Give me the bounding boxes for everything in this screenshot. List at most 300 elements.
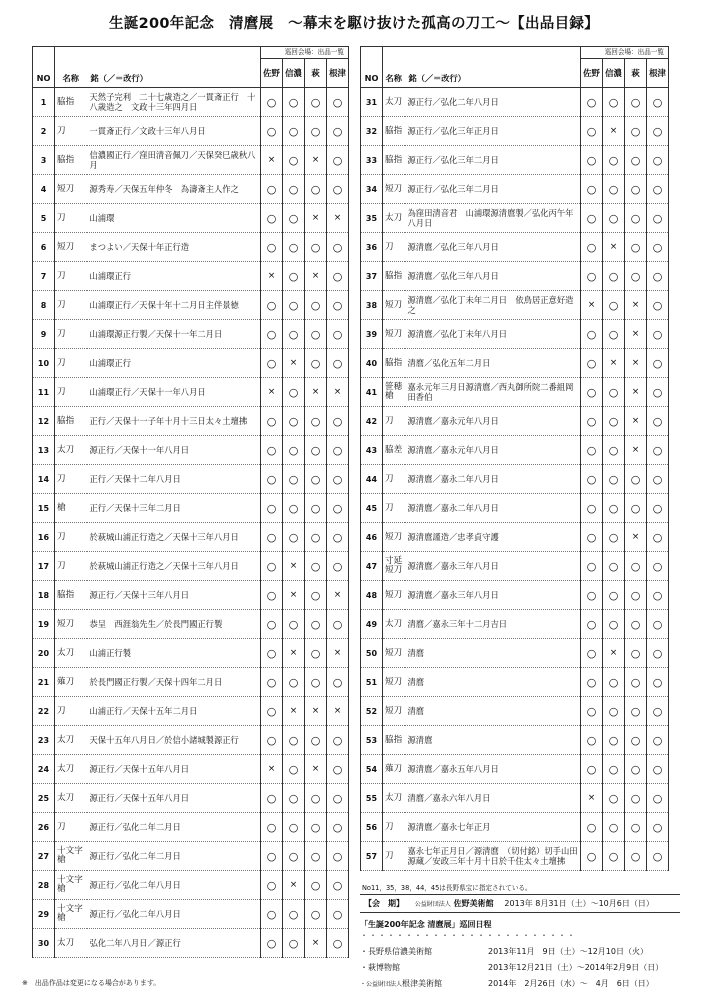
item-number: 54: [361, 755, 383, 784]
item-type: 脇指: [383, 262, 405, 291]
venue-mark-shinano: ○: [603, 784, 625, 813]
venue-mark-shinano: ○: [283, 291, 305, 320]
venue-mark-sano: ○: [261, 697, 283, 726]
item-type: 太刀: [383, 88, 405, 117]
venue-mark-hagi: ○: [625, 813, 647, 842]
item-number: 13: [33, 436, 55, 465]
venue-mark-sano: ○: [581, 465, 603, 494]
item-type: 太刀: [55, 436, 87, 465]
schedule-dates: 2013年11月 9日（土）～12月10日（火）: [488, 947, 648, 956]
item-number: 32: [361, 117, 383, 146]
item-type: 刀: [55, 117, 87, 146]
venue-mark-nezu: ○: [647, 552, 669, 581]
item-number: 50: [361, 639, 383, 668]
venue-mark-shinano: ○: [283, 842, 305, 871]
item-inscription: 源正行／天保十五年八月日: [87, 755, 261, 784]
venue-mark-sano: ○: [581, 436, 603, 465]
item-type: 刀: [383, 407, 405, 436]
item-type: 短刀: [383, 320, 405, 349]
item-number: 49: [361, 610, 383, 639]
venue-mark-sano: ○: [261, 494, 283, 523]
item-type: 太刀: [383, 610, 405, 639]
venue-mark-shinano: ○: [603, 204, 625, 233]
item-number: 19: [33, 610, 55, 639]
item-number: 33: [361, 146, 383, 175]
venue-mark-hagi: ○: [305, 117, 327, 146]
venue-mark-nezu: ○: [327, 291, 349, 320]
venue-mark-shinano: ○: [283, 204, 305, 233]
table-row: [33, 465, 349, 494]
venue-mark-sano: ×: [261, 378, 283, 407]
schedule-venue-name: 根津美術館: [402, 979, 443, 988]
venue-mark-sano: ○: [261, 610, 283, 639]
table-row: [33, 407, 349, 436]
venue-mark-sano: ○: [581, 494, 603, 523]
table-row: [33, 320, 349, 349]
table-row: [33, 581, 349, 610]
item-inscription: 源清麿／嘉永三年八月日: [405, 552, 581, 581]
header-venue-hagi: 萩: [625, 59, 647, 88]
item-number: 43: [361, 436, 383, 465]
venue-mark-nezu: ×: [327, 581, 349, 610]
venue-mark-nezu: ○: [327, 233, 349, 262]
item-inscription: 源正行／天保十三年八月日: [87, 581, 261, 610]
venue-mark-nezu: ○: [647, 204, 669, 233]
venue-mark-nezu: ○: [327, 842, 349, 871]
venue-mark-sano: ○: [581, 726, 603, 755]
item-number: 48: [361, 581, 383, 610]
table-row: [33, 378, 349, 407]
venue-mark-hagi: ○: [625, 233, 647, 262]
item-inscription: 源正行／弘化三年二月日: [405, 146, 581, 175]
venue-mark-nezu: ○: [647, 523, 669, 552]
item-inscription: 源正行／弘化二年八月日: [87, 900, 261, 929]
exhibition-info: [360, 894, 680, 989]
venue-mark-hagi: ×: [305, 146, 327, 175]
item-inscription: 源清麿／嘉永元年八月日: [405, 436, 581, 465]
venue-mark-hagi: ○: [305, 88, 327, 117]
item-type: 刀: [55, 320, 87, 349]
venue-mark-sano: ○: [581, 378, 603, 407]
item-inscription: 清麿: [405, 639, 581, 668]
venue-mark-shinano: ×: [283, 639, 305, 668]
venue-mark-nezu: ×: [327, 639, 349, 668]
table-row: [361, 726, 669, 755]
item-type: 短刀: [383, 581, 405, 610]
header-caption: 巡回会場：出品一覧: [261, 47, 349, 59]
item-number: 2: [33, 117, 55, 146]
venue-mark-nezu: ×: [327, 204, 349, 233]
venue-mark-hagi: ○: [625, 465, 647, 494]
venue-mark-shinano: ○: [603, 755, 625, 784]
venue-mark-shinano: ○: [283, 262, 305, 291]
venue-mark-nezu: ○: [647, 813, 669, 842]
venue-mark-nezu: ○: [647, 88, 669, 117]
item-inscription: 源正行／弘化三年正月日: [405, 117, 581, 146]
table-row: [361, 88, 669, 117]
venue-mark-nezu: ○: [327, 755, 349, 784]
table-row: [361, 146, 669, 175]
venue-mark-hagi: ○: [625, 784, 647, 813]
venue-mark-shinano: ○: [603, 436, 625, 465]
venue-mark-shinano: ○: [283, 175, 305, 204]
schedule-row: [360, 962, 680, 973]
header-venue-shinano: 信濃: [283, 59, 305, 88]
item-inscription: 天然子完利 二十七歳造之／一貫斎正行 十八歳造之 文政十三年四月日: [87, 88, 261, 117]
venue-mark-hagi: ○: [625, 88, 647, 117]
item-inscription: 源秀寿／天保五年仲冬 為濤斎主人作之: [87, 175, 261, 204]
table-row: [33, 175, 349, 204]
venue-mark-hagi: ○: [625, 204, 647, 233]
venue-mark-sano: ○: [581, 581, 603, 610]
item-type: 脇指: [383, 349, 405, 378]
venue-mark-nezu: ○: [647, 349, 669, 378]
venue-mark-shinano: ×: [283, 871, 305, 900]
item-type: 脇指: [55, 581, 87, 610]
item-inscription: 嘉永七年正月日／源清麿 （切付銘）切手山田源蔵／安政三年十月十日於千住太々土壇拂: [405, 842, 581, 871]
item-number: 21: [33, 668, 55, 697]
venue-mark-nezu: ○: [647, 726, 669, 755]
schedule-venue: [360, 978, 488, 989]
item-type: 刀: [383, 494, 405, 523]
item-type: 太刀: [55, 929, 87, 958]
item-type: 脇指: [383, 146, 405, 175]
item-inscription: 源清麿／嘉永三年八月日: [405, 581, 581, 610]
venue-mark-hagi: ×: [305, 204, 327, 233]
item-inscription: 源清麿／嘉永二年八月日: [405, 494, 581, 523]
venue-mark-sano: ○: [261, 871, 283, 900]
venue-mark-hagi: ○: [305, 494, 327, 523]
venue-mark-sano: ○: [261, 407, 283, 436]
item-type: 太刀: [55, 639, 87, 668]
venue-mark-nezu: ○: [647, 407, 669, 436]
venue-mark-sano: ○: [581, 117, 603, 146]
table-row: [361, 436, 669, 465]
period-venue: 佐野美術館: [453, 899, 494, 908]
item-inscription: 正行／天保十二年八月日: [87, 465, 261, 494]
table-row: [33, 436, 349, 465]
venue-mark-sano: ○: [581, 262, 603, 291]
item-number: 18: [33, 581, 55, 610]
item-inscription: 清麿: [405, 668, 581, 697]
item-inscription: 源正行／弘化二年八月日: [87, 871, 261, 900]
venue-mark-shinano: ○: [283, 755, 305, 784]
item-number: 25: [33, 784, 55, 813]
item-type: 刀: [383, 233, 405, 262]
venue-mark-hagi: ×: [305, 262, 327, 291]
table-row: [33, 349, 349, 378]
item-number: 29: [33, 900, 55, 929]
item-inscription: 正行／天保十三年二月日: [87, 494, 261, 523]
venue-mark-shinano: ○: [283, 88, 305, 117]
venue-mark-sano: ○: [261, 88, 283, 117]
venue-mark-hagi: ×: [625, 378, 647, 407]
item-number: 24: [33, 755, 55, 784]
venue-mark-nezu: ○: [327, 784, 349, 813]
item-inscription: 源清麿／嘉永五年八月日: [405, 755, 581, 784]
venue-mark-nezu: ○: [327, 436, 349, 465]
venue-mark-nezu: ○: [647, 639, 669, 668]
item-number: 23: [33, 726, 55, 755]
catalog-table-left: [32, 46, 349, 958]
venue-mark-sano: ○: [261, 784, 283, 813]
header-no: NO: [33, 47, 55, 88]
venue-mark-hagi: ○: [305, 668, 327, 697]
item-number: 57: [361, 842, 383, 871]
item-number: 20: [33, 639, 55, 668]
table-row: [33, 639, 349, 668]
venue-mark-nezu: ○: [647, 610, 669, 639]
venue-mark-nezu: ○: [327, 320, 349, 349]
venue-mark-shinano: ○: [603, 697, 625, 726]
item-number: 8: [33, 291, 55, 320]
venue-mark-hagi: ×: [305, 929, 327, 958]
venue-mark-shinano: ○: [283, 378, 305, 407]
venue-mark-hagi: ○: [625, 639, 647, 668]
schedule-venue-name: ・長野県信濃美術館: [360, 947, 432, 956]
table-row: [33, 233, 349, 262]
item-number: 22: [33, 697, 55, 726]
item-number: 51: [361, 668, 383, 697]
venue-mark-hagi: ○: [305, 465, 327, 494]
venue-mark-sano: ×: [261, 146, 283, 175]
item-number: 42: [361, 407, 383, 436]
item-inscription: 源清麿／弘化丁未年八月日: [405, 320, 581, 349]
venue-mark-shinano: ○: [283, 146, 305, 175]
table-row: [361, 349, 669, 378]
change-note: ※ 出品作品は変更になる場合があります。: [22, 979, 161, 987]
item-number: 45: [361, 494, 383, 523]
item-type: 十文字槍: [55, 871, 87, 900]
venue-mark-sano: ○: [261, 668, 283, 697]
venue-mark-nezu: ○: [647, 117, 669, 146]
item-inscription: 清麿: [405, 697, 581, 726]
item-type: 槍: [55, 494, 87, 523]
item-number: 52: [361, 697, 383, 726]
table-row: [361, 233, 669, 262]
venue-mark-sano: ○: [581, 668, 603, 697]
venue-mark-shinano: ○: [603, 581, 625, 610]
venue-mark-nezu: ○: [647, 465, 669, 494]
venue-mark-nezu: ○: [327, 175, 349, 204]
item-type: 短刀: [383, 668, 405, 697]
venue-mark-shinano: ○: [603, 726, 625, 755]
item-type: 十文字槍: [55, 842, 87, 871]
schedule-title: [360, 919, 680, 941]
item-type: 短刀: [383, 523, 405, 552]
item-inscription: 山浦正行／天保十五年二月日: [87, 697, 261, 726]
header-venue-hagi: 萩: [305, 59, 327, 88]
venue-mark-shinano: ○: [603, 320, 625, 349]
table-row: [361, 784, 669, 813]
item-inscription: 天保十五年八月日／於信小諸城製源正行: [87, 726, 261, 755]
venue-mark-shinano: ○: [603, 813, 625, 842]
item-number: 56: [361, 813, 383, 842]
venue-mark-shinano: ○: [603, 552, 625, 581]
item-number: 3: [33, 146, 55, 175]
item-type: 薙刀: [383, 755, 405, 784]
item-type: 脇指: [383, 726, 405, 755]
venue-mark-nezu: ○: [327, 813, 349, 842]
item-type: 刀: [55, 523, 87, 552]
venue-mark-sano: ○: [581, 813, 603, 842]
table-row: [33, 813, 349, 842]
venue-mark-nezu: ○: [327, 668, 349, 697]
venue-mark-sano: ○: [581, 697, 603, 726]
item-type: 刀: [55, 378, 87, 407]
item-number: 10: [33, 349, 55, 378]
venue-mark-sano: ○: [581, 320, 603, 349]
item-inscription: 為窪田清音君 山浦環源清麿製／弘化丙午年八月日: [405, 204, 581, 233]
table-row: [361, 407, 669, 436]
venue-mark-nezu: ○: [327, 88, 349, 117]
venue-mark-nezu: ○: [327, 146, 349, 175]
item-number: 30: [33, 929, 55, 958]
item-number: 27: [33, 842, 55, 871]
item-inscription: 山浦環源正行製／天保十一年二月日: [87, 320, 261, 349]
venue-mark-hagi: ○: [305, 320, 327, 349]
venue-mark-shinano: ○: [603, 610, 625, 639]
table-row: [361, 523, 669, 552]
item-inscription: 山浦環正行: [87, 262, 261, 291]
table-row: [361, 668, 669, 697]
venue-mark-nezu: ○: [327, 262, 349, 291]
item-type: 刀: [383, 842, 405, 871]
venue-mark-nezu: ○: [647, 291, 669, 320]
venue-mark-hagi: ○: [305, 871, 327, 900]
header-name: 銘（／＝改行）: [405, 47, 581, 88]
venue-mark-sano: ○: [581, 639, 603, 668]
venue-mark-shinano: ○: [603, 668, 625, 697]
venue-mark-shinano: ×: [283, 552, 305, 581]
period-label: 【会 期】: [364, 899, 404, 908]
item-type: 刀: [55, 291, 87, 320]
venue-mark-sano: ○: [581, 610, 603, 639]
table-row: [33, 494, 349, 523]
venue-mark-shinano: ○: [283, 784, 305, 813]
venue-mark-hagi: ×: [625, 523, 647, 552]
venue-mark-hagi: ×: [625, 407, 647, 436]
venue-mark-hagi: ○: [625, 146, 647, 175]
venue-mark-shinano: ×: [283, 581, 305, 610]
venue-mark-sano: ×: [581, 291, 603, 320]
table-row: [33, 552, 349, 581]
table-row: [361, 175, 669, 204]
item-inscription: 清麿／弘化五年二月日: [405, 349, 581, 378]
venue-mark-shinano: ○: [283, 813, 305, 842]
venue-mark-hagi: ○: [305, 552, 327, 581]
venue-mark-hagi: ○: [305, 813, 327, 842]
venue-mark-sano: ○: [261, 117, 283, 146]
venue-mark-nezu: ○: [327, 349, 349, 378]
item-type: 短刀: [55, 233, 87, 262]
item-type: 薙刀: [55, 668, 87, 697]
header-type: 名称: [55, 47, 87, 88]
venue-mark-nezu: ○: [647, 755, 669, 784]
schedule-venue: [360, 946, 488, 957]
venue-mark-shinano: ○: [603, 494, 625, 523]
venue-mark-shinano: ○: [283, 929, 305, 958]
venue-mark-shinano: ○: [283, 610, 305, 639]
table-row: [361, 465, 669, 494]
item-type: 刀: [55, 349, 87, 378]
item-number: 41: [361, 378, 383, 407]
table-row: [33, 610, 349, 639]
venue-mark-nezu: ○: [327, 900, 349, 929]
table-row: [33, 784, 349, 813]
table-row: [361, 117, 669, 146]
item-type: 寸延短刀: [383, 552, 405, 581]
item-type: 短刀: [383, 697, 405, 726]
table-row: [361, 842, 669, 871]
venue-mark-hagi: ○: [625, 842, 647, 871]
table-row: [33, 668, 349, 697]
venue-mark-nezu: ○: [647, 233, 669, 262]
venue-mark-hagi: ○: [625, 726, 647, 755]
venue-mark-sano: ○: [581, 407, 603, 436]
item-inscription: 於萩城山浦正行造之／天保十三年八月日: [87, 552, 261, 581]
item-number: 44: [361, 465, 383, 494]
venue-mark-sano: ○: [581, 552, 603, 581]
item-type: 短刀: [55, 175, 87, 204]
item-number: 6: [33, 233, 55, 262]
venue-mark-sano: ○: [261, 900, 283, 929]
venue-mark-shinano: ○: [283, 465, 305, 494]
period-box: [360, 894, 680, 913]
venue-mark-nezu: ○: [327, 610, 349, 639]
venue-mark-hagi: ×: [305, 378, 327, 407]
item-type: 短刀: [383, 639, 405, 668]
table-row: [361, 639, 669, 668]
venue-mark-shinano: ○: [603, 262, 625, 291]
table-row: [33, 697, 349, 726]
table-row: [33, 842, 349, 871]
venue-mark-hagi: ×: [305, 755, 327, 784]
venue-mark-nezu: ○: [327, 929, 349, 958]
venue-mark-hagi: ○: [305, 233, 327, 262]
table-row: [361, 813, 669, 842]
item-inscription: 源清麿／嘉永七年正月: [405, 813, 581, 842]
item-number: 53: [361, 726, 383, 755]
item-type: 短刀: [383, 291, 405, 320]
venue-mark-nezu: ○: [647, 320, 669, 349]
venue-mark-sano: ○: [261, 204, 283, 233]
venue-mark-sano: ○: [581, 523, 603, 552]
venue-mark-sano: ○: [581, 842, 603, 871]
venue-mark-nezu: ○: [647, 378, 669, 407]
venue-mark-hagi: ○: [305, 726, 327, 755]
venue-mark-shinano: ○: [283, 233, 305, 262]
header-venue-sano: 佐野: [261, 59, 283, 88]
schedule-dates: 2014年 2月26日（水）～ 4月 6日（日）: [488, 979, 654, 988]
venue-mark-shinano: ×: [603, 639, 625, 668]
venue-mark-sano: ○: [261, 842, 283, 871]
venue-mark-nezu: ○: [647, 581, 669, 610]
item-type: 短刀: [55, 610, 87, 639]
item-number: 16: [33, 523, 55, 552]
venue-mark-shinano: ○: [603, 523, 625, 552]
item-type: 脇差: [383, 436, 405, 465]
venue-mark-hagi: ×: [625, 436, 647, 465]
venue-mark-nezu: ○: [647, 784, 669, 813]
item-type: 刀: [383, 465, 405, 494]
schedule-dots: ・・・・・・・・・・・・・・・・・・・・・・・・: [360, 931, 576, 940]
venue-mark-shinano: ○: [603, 407, 625, 436]
venue-mark-sano: ×: [581, 784, 603, 813]
venue-mark-nezu: ○: [327, 465, 349, 494]
venue-mark-hagi: ×: [625, 291, 647, 320]
venue-mark-sano: ×: [261, 262, 283, 291]
